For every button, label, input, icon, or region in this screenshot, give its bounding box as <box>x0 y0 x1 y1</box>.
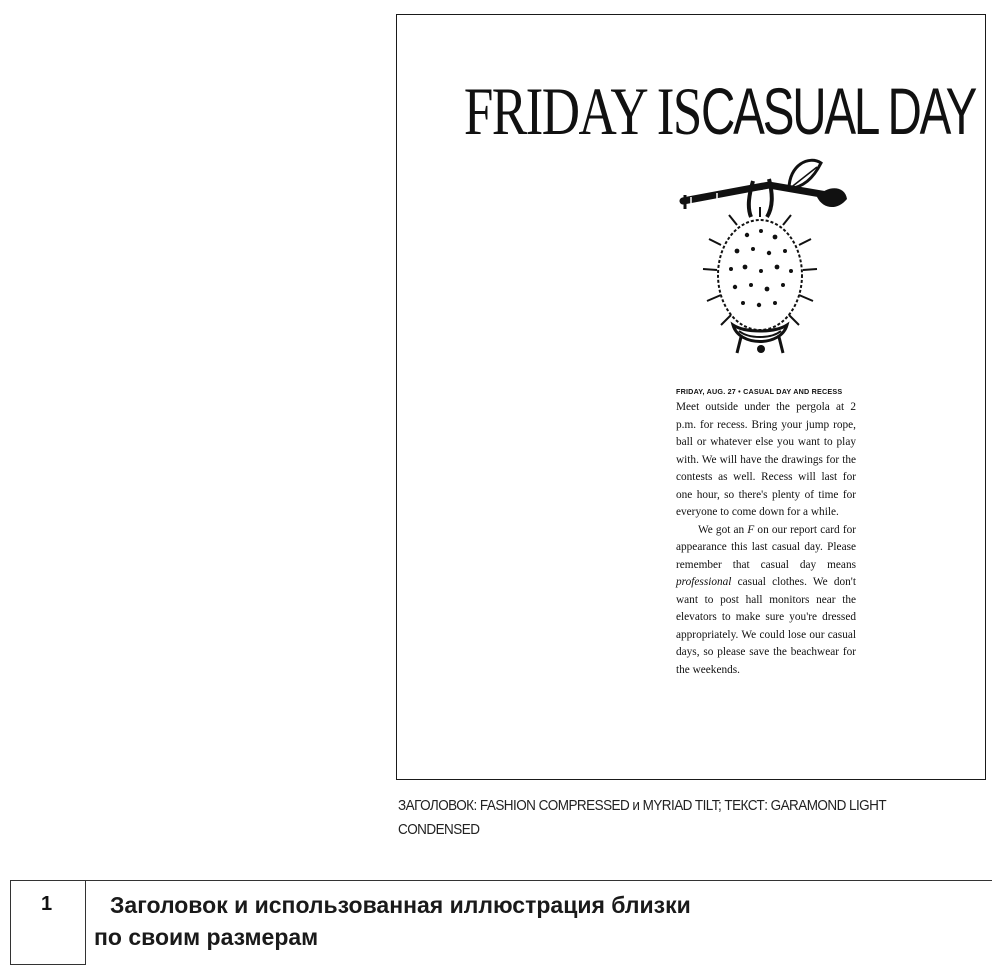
note-line-1: Заголовок и использованная иллюстрация близки <box>110 892 691 918</box>
sample-headline <box>397 73 987 149</box>
font-caption: ЗАГОЛОВОК: FASHION COMPRESSED и MYRIAD TILT; ТЕКСТ: GARAMOND LIGHT CONDENSED <box>398 797 886 838</box>
article-kicker: FRIDAY, AUG. 27 • CASUAL DAY AND RECESS <box>676 387 843 396</box>
hanging-hedgehog-illustration <box>677 155 847 355</box>
article-body <box>676 385 856 679</box>
headline-sans-part: CASUAL DAY <box>700 74 976 148</box>
article-paragraph-1: Meet outside under the pergola at 2 p.m. for recess. Bring your jump rope, ball or whatever else you want to play with. We will have the drawings for the contests as well. Recess will last for one hour, so there's plenty of time for everyone to come down for a while. <box>676 401 856 518</box>
note-text <box>94 889 974 953</box>
newsletter-sample <box>396 14 986 780</box>
headline-serif-part: FRIDAY IS <box>463 73 701 149</box>
note-number: 1 <box>10 881 86 965</box>
note-line-2: по своим размерам <box>94 924 319 950</box>
note-row <box>10 880 992 965</box>
article-paragraph-2: We got an F on our report card for appearance this last casual day. Please remember that casual day means professional casual clothes. We don't want to post hall monitors near the elevators to make sure you're dressed appropriately. We could lose our casual days, so please save the beachwear for the weekends. <box>676 523 857 676</box>
